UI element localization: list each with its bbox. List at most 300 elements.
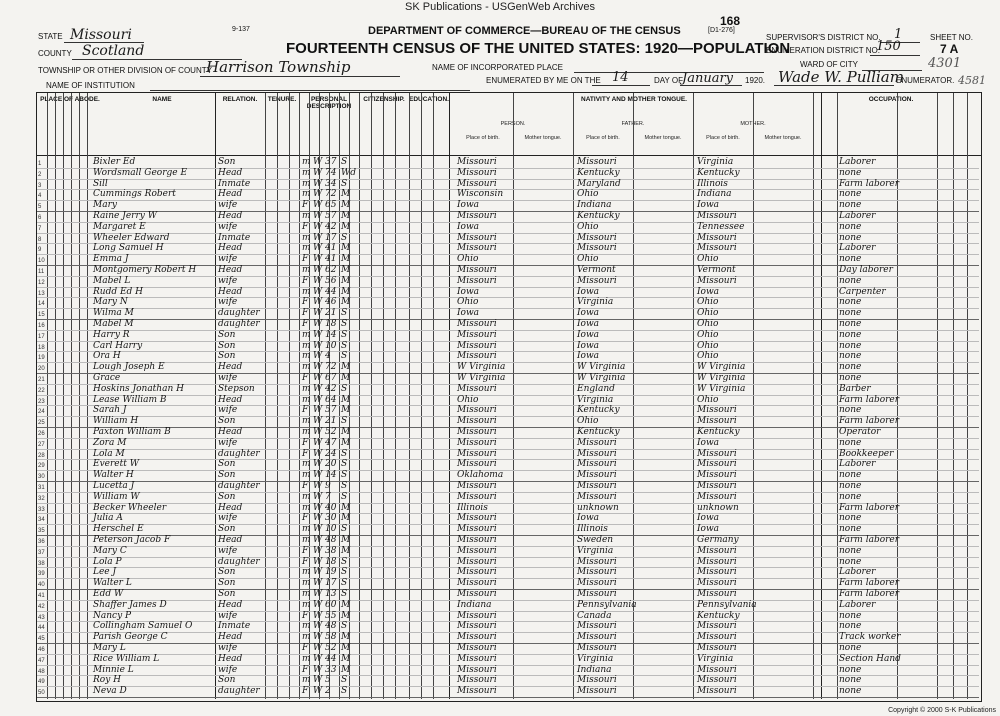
institution-label: NAME OF INSTITUTION [46,81,135,90]
row-number: 26 [38,431,45,437]
birthplace: Missouri [457,157,497,167]
person-pob-head: Place of birth. [466,135,500,141]
race: W [313,286,323,297]
age: 41 [325,254,337,265]
birthplace: Missouri [457,545,497,556]
occupation: Farm laborer [839,178,900,189]
column-divider [87,93,88,699]
age: 37 [325,157,337,167]
mother-birthplace: W Virginia [697,383,746,394]
row-divider [37,200,979,201]
marital-status: S [341,459,348,470]
sex: m [302,675,311,686]
birthplace: Missouri [457,524,497,535]
subgroup-father: FATHER. [621,121,645,127]
marital-status: M [341,535,351,545]
person-name: Walter H [93,470,134,481]
age: 38 [325,545,337,556]
row-number: 46 [38,647,45,653]
age: 44 [325,653,337,664]
occupation: none [839,675,862,686]
sex: F [302,513,309,524]
birthplace: Missouri [457,211,497,221]
race: W [313,578,323,589]
race: W [313,351,323,362]
father-birthplace: Kentucky [577,167,620,178]
age: 62 [325,265,337,275]
race: W [313,491,323,502]
person-name: Grace [93,373,121,383]
relation: wife [218,610,238,621]
birthplace: W Virginia [457,362,506,373]
birthplace: W Virginia [457,373,506,383]
mother-pob-head: Place of birth. [706,135,740,141]
occupation: Section Hand [839,653,901,664]
group-citizenship: CITIZENSHIP. [363,96,405,103]
sex: m [302,189,311,200]
marital-status: S [341,621,348,632]
father-birthplace: Kentucky [577,427,620,437]
relation: Head [218,502,243,513]
birthplace: Missouri [457,632,497,643]
mother-birthplace: Kentucky [697,610,740,621]
age: 48 [325,535,337,545]
father-birthplace: Virginia [577,394,614,405]
mother-birthplace: Kentucky [697,427,740,437]
row-divider [37,643,979,644]
mother-birthplace: Iowa [697,200,720,211]
sex: F [302,373,309,383]
race: W [313,427,323,437]
mother-tongue-head: Mother tongue. [764,135,802,141]
birthplace: Missouri [457,567,497,578]
marital-status: M [341,610,351,621]
marital-status: M [341,513,351,524]
birthplace: Ohio [457,297,479,308]
sex: m [302,416,311,427]
age: 30 [325,513,337,524]
mother-birthplace: Iowa [697,513,720,524]
father-birthplace: Ohio [577,416,599,427]
person-name: Raine Jerry W [93,211,157,221]
column-divider [71,93,72,699]
age: 9 [325,481,331,491]
age: 60 [325,599,337,610]
row-divider [37,427,979,428]
relation: Head [218,599,243,610]
sex: m [302,491,311,502]
age: 17 [325,578,337,589]
row-divider [37,416,979,417]
birthplace: Missouri [457,437,497,448]
person-name: Roy H [93,675,121,686]
person-name: Collingham Samuel O [93,621,193,632]
mother-birthplace: Kentucky [697,167,740,178]
birthplace: Missouri [457,232,497,243]
birthplace: Missouri [457,610,497,621]
occupation: none [839,275,862,286]
row-number: 19 [38,355,45,362]
mother-birthplace: Iowa [697,286,720,297]
relation: Head [218,427,243,437]
father-birthplace: Virginia [577,653,614,664]
row-number: 39 [38,571,45,578]
relation: wife [218,545,238,556]
person-name: Long Samuel H [93,243,164,254]
marital-status: S [341,383,348,394]
race: W [313,599,323,610]
birthplace: Iowa [457,221,480,232]
birthplace: Missouri [457,653,497,664]
father-birthplace: Missouri [577,675,617,686]
row-number: 33 [38,506,45,513]
person-name: Hoskins Jonathan H [93,383,184,394]
race: W [313,319,323,329]
relation: wife [218,275,238,286]
race: W [313,254,323,265]
sex: F [302,200,309,211]
relation: wife [218,405,238,416]
row-divider [37,276,979,277]
sex: m [302,621,311,632]
sex: F [302,221,309,232]
race: W [313,178,323,189]
marital-status: S [341,178,348,189]
marital-status: S [341,567,348,578]
relation: Son [218,416,236,427]
father-birthplace: Missouri [577,589,617,599]
row-number: 28 [38,452,45,459]
mother-birthplace: Illinois [697,178,728,189]
column-divider [937,93,938,699]
marital-status: S [341,448,348,459]
mother-birthplace: Ohio [697,329,719,340]
relation: Head [218,211,243,221]
race: W [313,157,323,167]
person-name: Ora H [93,351,121,362]
row-divider [37,319,979,320]
relation: Head [218,394,243,405]
row-number: 25 [38,420,45,427]
occupation: none [839,513,862,524]
relation: daughter [218,319,260,329]
column-divider [63,93,64,699]
person-name: Rice William L [93,653,160,664]
mother-birthplace: Missouri [697,448,737,459]
sex: m [302,459,311,470]
father-birthplace: Missouri [577,243,617,254]
occupation: none [839,351,862,362]
row-divider [37,665,979,666]
father-pob-head: Place of birth. [586,135,620,141]
county-label: COUNTY [38,49,72,58]
race: W [313,535,323,545]
occupation: none [839,545,862,556]
occupation: none [839,362,862,373]
person-name: Bixler Ed [93,157,136,167]
mother-birthplace: Missouri [697,545,737,556]
person-name: Peterson Jacob F [93,535,171,545]
row-divider [37,632,979,633]
race: W [313,545,323,556]
relation: Head [218,535,243,545]
father-birthplace: Iowa [577,340,600,351]
race: W [313,200,323,211]
occupation: none [839,621,862,632]
mother-birthplace: Missouri [697,556,737,567]
person-name: Mabel M [93,319,134,329]
father-birthplace: Iowa [577,319,600,329]
father-birthplace: Virginia [577,297,614,308]
age: 34 [325,178,337,189]
person-name: Cummings Robert [93,189,176,200]
sex: m [302,167,311,178]
sex: F [302,275,309,286]
person-name: Harry R [93,329,130,340]
race: W [313,470,323,481]
subgroup-person: PERSON. [500,121,526,127]
race: W [313,221,323,232]
person-name: Walter L [93,578,132,589]
row-divider [37,330,979,331]
column-divider [421,93,422,699]
birthplace: Missouri [457,675,497,686]
row-number: 23 [38,398,45,405]
marital-status: Wd [341,167,357,178]
mother-birthplace: Ohio [697,297,719,308]
row-divider [37,395,979,396]
person-tongue-head: Mother tongue. [524,135,562,141]
row-number: 15 [38,312,45,319]
relation: daughter [218,308,260,319]
sex: F [302,437,309,448]
mother-birthplace: Iowa [697,437,720,448]
occupation: Barber [839,383,871,394]
occupation: Laborer [839,599,876,610]
father-birthplace: Iowa [577,513,600,524]
mother-birthplace: Missouri [697,243,737,254]
row-number: 44 [38,625,45,632]
row-divider [37,470,979,471]
sex: m [302,157,311,167]
relation: daughter [218,556,260,567]
mother-birthplace: Ohio [697,254,719,265]
occupation: none [839,308,862,319]
occupation: none [839,200,862,211]
father-birthplace: Canada [577,610,612,621]
row-divider [37,351,979,352]
group-tenure: TENURE. [267,96,297,103]
marital-status: M [341,599,351,610]
relation: wife [218,437,238,448]
age: 19 [325,567,337,578]
age: 64 [325,394,337,405]
mother-birthplace: Missouri [697,405,737,416]
birthplace: Missouri [457,513,497,524]
birthplace: Missouri [457,578,497,589]
copyright-footer: Copyright © 2000 S-K Publications [888,707,996,714]
occupation: none [839,686,862,697]
occupation: Laborer [839,243,876,254]
margin-number-1: 4301 [928,56,962,71]
birthplace: Missouri [457,481,497,491]
father-birthplace: Missouri [577,643,617,653]
father-birthplace: Ohio [577,254,599,265]
marital-status: M [341,427,351,437]
person-name: Lough Joseph E [93,362,165,373]
group-place-of-abode: PLACE OF ABODE. [40,96,100,103]
race: W [313,243,323,254]
row-divider [37,297,979,298]
age: 10 [325,340,337,351]
row-number: 11 [38,269,45,275]
race: W [313,567,323,578]
relation: wife [218,373,238,383]
sex: F [302,319,309,329]
person-name: William H [93,416,139,427]
person-name: Montgomery Robert H [93,265,197,275]
row-divider [37,373,979,374]
marital-status: S [341,416,348,427]
column-divider [265,93,266,699]
relation: Son [218,578,236,589]
relation: wife [218,643,238,653]
race: W [313,232,323,243]
occupation: none [839,437,862,448]
relation: Head [218,362,243,373]
birthplace: Missouri [457,329,497,340]
mother-birthplace: Missouri [697,211,737,221]
race: W [313,524,323,535]
occupation: Bookkeeper [839,448,894,459]
mother-birthplace: Missouri [697,275,737,286]
race: W [313,373,323,383]
person-name: William W [93,491,140,502]
race: W [313,653,323,664]
row-divider [37,600,979,601]
column-divider [371,93,372,699]
age: 2 [325,686,331,697]
occupation: none [839,329,862,340]
person-name: Paxton William B [93,427,171,437]
row-divider [37,578,979,579]
row-divider [37,611,979,612]
sex: m [302,502,311,513]
column-divider [395,93,396,699]
row-divider [37,546,979,547]
enumerated-day: 14 [612,70,629,85]
enumerated-label: ENUMERATED BY ME ON THE [486,76,601,85]
mother-birthplace: Ohio [697,340,719,351]
birthplace: Iowa [457,308,480,319]
row-number: 47 [38,657,45,664]
column-divider [289,93,290,699]
archive-banner: SK Publications - USGenWeb Archives [405,1,595,13]
relation: Inmate [218,621,251,632]
father-birthplace: Iowa [577,351,600,362]
marital-status: M [341,254,351,265]
father-birthplace: Vermont [577,265,616,275]
father-birthplace: Missouri [577,632,617,643]
column-divider [837,93,838,699]
row-number: 37 [38,549,45,556]
marital-status: M [341,265,351,275]
marital-status: S [341,351,348,362]
occupation: none [839,189,862,200]
age: 41 [325,243,337,254]
group-nativity: NATIVITY AND MOTHER TONGUE. [581,96,687,103]
supervisor-label: SUPERVISOR'S DISTRICT NO. [766,33,881,42]
father-birthplace: Kentucky [577,405,620,416]
race: W [313,362,323,373]
race: W [313,405,323,416]
relation: Head [218,653,243,664]
race: W [313,265,323,275]
father-birthplace: Missouri [577,567,617,578]
person-name: Mary C [93,545,127,556]
sex: F [302,481,309,491]
row-divider [37,362,979,363]
birthplace: Missouri [457,643,497,653]
relation: Son [218,491,236,502]
race: W [313,675,323,686]
mother-birthplace: W Virginia [697,373,746,383]
mother-birthplace: Missouri [697,664,737,675]
occupation: none [839,556,862,567]
group-education: EDUCATION. [409,96,449,103]
age: 52 [325,427,337,437]
race: W [313,610,323,621]
person-name: Emma J [93,254,129,265]
person-name: Lee J [93,567,117,578]
person-name: Mary N [93,297,128,308]
father-birthplace: Missouri [577,556,617,567]
father-birthplace: Missouri [577,448,617,459]
person-name: Herschel E [93,524,144,535]
birthplace: Missouri [457,319,497,329]
row-divider [37,492,979,493]
row-number: 34 [38,517,45,524]
relation: daughter [218,686,260,697]
marital-status: S [341,675,348,686]
mother-birthplace: Vermont [697,265,736,275]
age: 67 [325,373,337,383]
column-divider [953,93,954,699]
relation: Head [218,265,243,275]
race: W [313,589,323,599]
department-heading: DEPARTMENT OF COMMERCE—BUREAU OF THE CENSUS [368,25,681,37]
age: 57 [325,211,337,221]
relation: Head [218,243,243,254]
relation: wife [218,200,238,211]
occupation: Farm laborer [839,578,900,589]
row-divider [37,557,979,558]
row-number: 1 [38,161,42,167]
relation: Son [218,329,236,340]
relation: wife [218,221,238,232]
age: 21 [325,308,337,319]
mother-birthplace: Missouri [697,567,737,578]
row-divider [37,222,979,223]
county-value: Scotland [82,43,145,59]
sex: m [302,632,311,643]
row-number: 36 [38,539,45,545]
race: W [313,664,323,675]
birthplace: Missouri [457,167,497,178]
occupation: Laborer [839,157,876,167]
person-name: Lease William B [93,394,167,405]
person-name: Mabel L [93,275,131,286]
